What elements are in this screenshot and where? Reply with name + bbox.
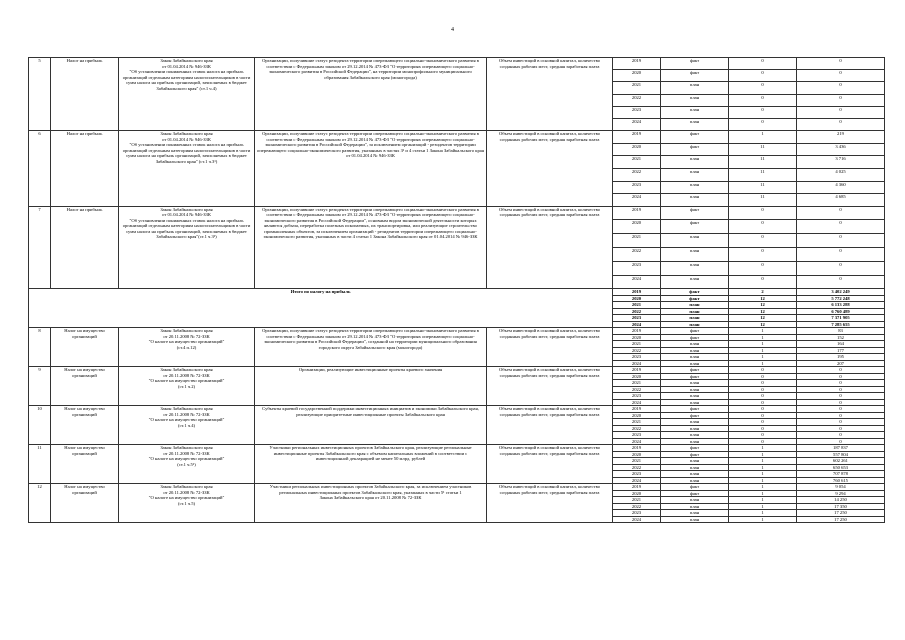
count-cell: 12 bbox=[729, 295, 797, 302]
row-number: 7 bbox=[29, 206, 51, 289]
table-row bbox=[29, 58, 885, 70]
value-cell: 0 bbox=[797, 70, 885, 82]
year-cell: 2023 bbox=[613, 432, 661, 439]
taxpayer-category: Организации, получившие статус резидента территории опережающего социально-экономического развития в соответствии с Федеральным законом от 29.12.2014 № 473-ФЗ "О территориях опережающего социально-экономического развития в Российской Федерации", за исключением организаций - резидентов территории опережающего социально-экономического развития, указанных в частях 3¹ и 4 статьи 1 Закона Забайкальского края от 01.04.2014 № 946-ЗЗК bbox=[255, 131, 487, 207]
type-cell: план bbox=[661, 516, 729, 523]
row-number: 6 bbox=[29, 131, 51, 207]
value-cell: 17 250 bbox=[797, 510, 885, 517]
value-cell: 5 772 248 bbox=[797, 295, 885, 302]
year-cell: 2024 bbox=[613, 399, 661, 406]
indicators: Объем инвестиций в основной капитал, количество созданных рабочих мест, средняя заработная плата bbox=[487, 328, 613, 367]
count-cell: 0 bbox=[729, 373, 797, 380]
type-cell: план bbox=[661, 194, 729, 207]
year-cell: 2020 bbox=[613, 334, 661, 341]
value-cell: 4 685 bbox=[797, 194, 885, 207]
taxpayer-category: Субъекты краевой государственной поддержки инвестиционных инициатив и экономики Забайкальского края, реализующие приоритетные инвестиционные проекты Забайкальского края bbox=[255, 406, 487, 445]
value-cell: 0 bbox=[797, 106, 885, 118]
type-cell: план bbox=[661, 275, 729, 289]
type-cell: факт bbox=[661, 412, 729, 419]
type-cell: план bbox=[661, 354, 729, 361]
value-cell: 0 bbox=[797, 206, 885, 220]
value-cell: 4 360 bbox=[797, 181, 885, 194]
year-cell: 2022 bbox=[613, 503, 661, 510]
value-cell: 0 bbox=[797, 248, 885, 262]
value-cell: 9 294 bbox=[797, 490, 885, 497]
year-cell: 2020 bbox=[613, 451, 661, 458]
year-cell: 2024 bbox=[613, 118, 661, 130]
count-cell: 0 bbox=[729, 106, 797, 118]
year-cell: 2021 bbox=[613, 497, 661, 504]
value-cell: 177 bbox=[797, 347, 885, 354]
tax-type: Налог на имущество организаций bbox=[51, 484, 119, 523]
type-cell: факт bbox=[661, 373, 729, 380]
year-cell: 2023 bbox=[613, 354, 661, 361]
indicators: Объем инвестиций в основной капитал, количество созданных рабочих мест, средняя заработная плата bbox=[487, 406, 613, 445]
year-cell: 2019 bbox=[613, 289, 661, 296]
year-cell: 2022 bbox=[613, 464, 661, 471]
value-cell: 3 436 bbox=[797, 143, 885, 156]
count-cell: 2 bbox=[729, 289, 797, 296]
type-cell: факт bbox=[661, 367, 729, 374]
type-cell: факт bbox=[661, 451, 729, 458]
year-cell: 2022 bbox=[613, 308, 661, 315]
type-cell: факт bbox=[661, 484, 729, 491]
value-cell: 0 bbox=[797, 261, 885, 275]
taxpayer-category: Организации, получившие статус резидента территории опережающего социально-экономического развития в соответствии с Федеральным законом от 29.12.2014 № 473-ФЗ "О территориях опережающего социально-экономического развития в Российской Федерации", на территории монопрофильного муниципального образования Забайкальского края (моногорода) bbox=[255, 58, 487, 131]
taxpayer-category: Участники региональных инвестиционных проектов Забайкальского края, за исключением участников региональных инвестиционных проектов Забайкальского края, указанных в части 5¹ статьи 1 Закона Забайкальского края от 20.11.2008 № 72-ЗЗК bbox=[255, 484, 487, 523]
tax-type: Налог на прибыль bbox=[51, 58, 119, 131]
type-cell: план bbox=[661, 380, 729, 387]
year-cell: 2020 bbox=[613, 70, 661, 82]
year-cell: 2022 bbox=[613, 386, 661, 393]
row-number: 9 bbox=[29, 367, 51, 406]
type-cell: план bbox=[661, 393, 729, 400]
value-cell: 0 bbox=[797, 118, 885, 130]
type-cell: план bbox=[661, 360, 729, 367]
count-cell: 12 bbox=[729, 302, 797, 309]
table-body bbox=[29, 58, 885, 523]
count-cell: 12 bbox=[729, 315, 797, 322]
type-cell: план bbox=[661, 347, 729, 354]
value-cell: 0 bbox=[797, 220, 885, 234]
year-cell: 2020 bbox=[613, 490, 661, 497]
year-cell: 2024 bbox=[613, 321, 661, 328]
row-number: 11 bbox=[29, 445, 51, 484]
count-cell: 1 bbox=[729, 131, 797, 144]
year-cell: 2023 bbox=[613, 106, 661, 118]
value-cell: 650 653 bbox=[797, 464, 885, 471]
count-cell: 1 bbox=[729, 341, 797, 348]
count-cell: 0 bbox=[729, 419, 797, 426]
value-cell: 3 716 bbox=[797, 156, 885, 169]
count-cell: 0 bbox=[729, 399, 797, 406]
value-cell: 0 bbox=[797, 399, 885, 406]
count-cell: 1 bbox=[729, 458, 797, 465]
count-cell: 1 bbox=[729, 354, 797, 361]
value-cell: 557 804 bbox=[797, 451, 885, 458]
indicators: Объем инвестиций в основной капитал, количество созданных рабочих мест, средняя заработная плата bbox=[487, 58, 613, 131]
year-cell: 2024 bbox=[613, 477, 661, 484]
tax-type: Налог на имущество организаций bbox=[51, 406, 119, 445]
row-number: 10 bbox=[29, 406, 51, 445]
year-cell: 2019 bbox=[613, 206, 661, 220]
indicators: Объем инвестиций в основной капитал, количество созданных рабочих мест, средняя заработная плата bbox=[487, 131, 613, 207]
type-cell: факт bbox=[661, 220, 729, 234]
type-cell: план bbox=[661, 510, 729, 517]
count-cell: 1 bbox=[729, 360, 797, 367]
type-cell: план bbox=[661, 458, 729, 465]
count-cell: 0 bbox=[729, 386, 797, 393]
value-cell: 0 bbox=[797, 94, 885, 106]
value-cell: 0 bbox=[797, 425, 885, 432]
page-number: 4 bbox=[451, 27, 454, 33]
count-cell: 1 bbox=[729, 451, 797, 458]
year-cell: 2023 bbox=[613, 393, 661, 400]
law-reference: Закон Забайкальского края от 20.11.2008 № 72-ЗЗК "О налоге на имущество организаций" (ст.1 ч.4) bbox=[119, 406, 255, 445]
value-cell: 17 350 bbox=[797, 503, 885, 510]
count-cell: 1 bbox=[729, 510, 797, 517]
type-cell: план bbox=[661, 477, 729, 484]
tax-benefits-table bbox=[28, 57, 885, 523]
year-cell: 2021 bbox=[613, 380, 661, 387]
type-cell: план bbox=[661, 438, 729, 445]
count-cell: 0 bbox=[729, 82, 797, 94]
year-cell: 2022 bbox=[613, 168, 661, 181]
value-cell: 760 615 bbox=[797, 477, 885, 484]
year-cell: 2023 bbox=[613, 471, 661, 478]
tax-type: Налог на имущество организаций bbox=[51, 445, 119, 484]
type-cell: факт bbox=[661, 295, 729, 302]
count-cell: 1 bbox=[729, 328, 797, 335]
count-cell: 0 bbox=[729, 70, 797, 82]
count-cell: 0 bbox=[729, 425, 797, 432]
count-cell: 0 bbox=[729, 275, 797, 289]
count-cell: 1 bbox=[729, 471, 797, 478]
value-cell: 195 bbox=[797, 354, 885, 361]
type-cell: план bbox=[661, 341, 729, 348]
value-cell: 9 054 bbox=[797, 484, 885, 491]
year-cell: 2019 bbox=[613, 131, 661, 144]
indicators: Объем инвестиций в основной капитал, количество созданных рабочих мест, средняя заработная плата bbox=[487, 367, 613, 406]
count-cell: 0 bbox=[729, 94, 797, 106]
value-cell: 0 bbox=[797, 58, 885, 70]
law-reference: Закон Забайкальского края от 01.04.2014 № 946-ЗЗК "Об установлении пониженных ставок налога на прибыль организаций отдельным категориям налогоплательщиков в части сумм налога на прибыль организаций, зачисляемых в бюджет Забайкальского края"(ст.1 ч.3¹) bbox=[119, 206, 255, 289]
year-cell: 2021 bbox=[613, 82, 661, 94]
value-cell: 0 bbox=[797, 234, 885, 248]
value-cell: 187 837 bbox=[797, 445, 885, 452]
indicators: Объем инвестиций в основной капитал, количество созданных рабочих мест, средняя заработная плата bbox=[487, 445, 613, 484]
year-cell: 2020 bbox=[613, 143, 661, 156]
count-cell: 11 bbox=[729, 168, 797, 181]
year-cell: 2021 bbox=[613, 458, 661, 465]
type-cell: факт bbox=[661, 143, 729, 156]
value-cell: 17 250 bbox=[797, 516, 885, 523]
year-cell: 2024 bbox=[613, 438, 661, 445]
tax-type: Налог на прибыль bbox=[51, 131, 119, 207]
law-reference: Закон Забайкальского края от 01.04.2014 № 946-ЗЗК "Об установлении пониженных ставок налога на прибыль организаций отдельным категориям налогоплательщиков в части сумм налога на прибыль организаций, зачисляемых в бюджет Забайкальского края" (ст.1 ч.4) bbox=[119, 58, 255, 131]
count-cell: 0 bbox=[729, 118, 797, 130]
value-cell: 707 878 bbox=[797, 471, 885, 478]
count-cell: 0 bbox=[729, 261, 797, 275]
type-cell: план bbox=[661, 464, 729, 471]
value-cell: 0 bbox=[797, 438, 885, 445]
count-cell: 1 bbox=[729, 484, 797, 491]
type-cell: план bbox=[661, 308, 729, 315]
count-cell: 0 bbox=[729, 234, 797, 248]
taxpayer-category: Организации, получившие статус резидента территории опережающего социально-экономического развития в соответствии с Федеральным законом от 29.12.2014 № 473-ФЗ "О территориях опережающего социально-экономического развития в Российской Федерации", созданной на территории муниципального образования городского округа Забайкальского края (моногорода) bbox=[255, 328, 487, 367]
year-cell: 2020 bbox=[613, 220, 661, 234]
year-cell: 2022 bbox=[613, 347, 661, 354]
type-cell: план bbox=[661, 386, 729, 393]
value-cell: 6 133 288 bbox=[797, 302, 885, 309]
year-cell: 2021 bbox=[613, 234, 661, 248]
value-cell: 6 760 489 bbox=[797, 308, 885, 315]
type-cell: факт bbox=[661, 58, 729, 70]
count-cell: 1 bbox=[729, 445, 797, 452]
type-cell: план bbox=[661, 94, 729, 106]
type-cell: план bbox=[661, 321, 729, 328]
type-cell: факт bbox=[661, 445, 729, 452]
value-cell: 0 bbox=[797, 412, 885, 419]
value-cell: 219 bbox=[797, 131, 885, 144]
value-cell: 152 bbox=[797, 334, 885, 341]
count-cell: 1 bbox=[729, 347, 797, 354]
count-cell: 11 bbox=[729, 194, 797, 207]
value-cell: 14 250 bbox=[797, 497, 885, 504]
count-cell: 1 bbox=[729, 490, 797, 497]
law-reference: Закон Забайкальского края от 20.11.2008 № 72-ЗЗК "О налоге на имущество организаций" (ст.1 ч.2) bbox=[119, 367, 255, 406]
count-cell: 12 bbox=[729, 308, 797, 315]
count-cell: 0 bbox=[729, 432, 797, 439]
count-cell: 0 bbox=[729, 58, 797, 70]
value-cell: 7 371 905 bbox=[797, 315, 885, 322]
year-cell: 2024 bbox=[613, 360, 661, 367]
count-cell: 1 bbox=[729, 503, 797, 510]
year-cell: 2019 bbox=[613, 328, 661, 335]
year-cell: 2020 bbox=[613, 295, 661, 302]
count-cell: 11 bbox=[729, 156, 797, 169]
value-cell: 0 bbox=[797, 82, 885, 94]
value-cell: 602 261 bbox=[797, 458, 885, 465]
type-cell: план bbox=[661, 399, 729, 406]
type-cell: план bbox=[661, 248, 729, 262]
value-cell: 0 bbox=[797, 380, 885, 387]
year-cell: 2020 bbox=[613, 373, 661, 380]
value-cell: 0 bbox=[797, 275, 885, 289]
count-cell: 1 bbox=[729, 334, 797, 341]
count-cell: 0 bbox=[729, 380, 797, 387]
type-cell: факт bbox=[661, 406, 729, 413]
value-cell: 0 bbox=[797, 386, 885, 393]
total-label: Итого по налогу на прибыль bbox=[29, 289, 613, 328]
year-cell: 2021 bbox=[613, 419, 661, 426]
type-cell: план bbox=[661, 315, 729, 322]
type-cell: факт bbox=[661, 328, 729, 335]
value-cell: 207 bbox=[797, 360, 885, 367]
year-cell: 2019 bbox=[613, 58, 661, 70]
year-cell: 2019 bbox=[613, 445, 661, 452]
year-cell: 2024 bbox=[613, 516, 661, 523]
value-cell: 4 025 bbox=[797, 168, 885, 181]
type-cell: план bbox=[661, 82, 729, 94]
year-cell: 2021 bbox=[613, 156, 661, 169]
year-cell: 2023 bbox=[613, 261, 661, 275]
table-row bbox=[29, 131, 885, 144]
year-cell: 2022 bbox=[613, 94, 661, 106]
taxpayer-category: Участники региональных инвестиционных проектов Забайкальского края, реализующие региональные инвестиционные проекты Забайкальского края с объемом капитальных вложений в соответствии с инвестиционной декларацией не менее 50 млрд. рублей bbox=[255, 445, 487, 484]
value-cell: 7 285 655 bbox=[797, 321, 885, 328]
type-cell: факт bbox=[661, 289, 729, 296]
year-cell: 2024 bbox=[613, 275, 661, 289]
value-cell: 164 bbox=[797, 341, 885, 348]
type-cell: факт bbox=[661, 206, 729, 220]
value-cell: 0 bbox=[797, 373, 885, 380]
year-cell: 2022 bbox=[613, 425, 661, 432]
value-cell: 0 bbox=[797, 393, 885, 400]
type-cell: факт bbox=[661, 490, 729, 497]
year-cell: 2023 bbox=[613, 510, 661, 517]
value-cell: 0 bbox=[797, 432, 885, 439]
year-cell: 2023 bbox=[613, 181, 661, 194]
year-cell: 2022 bbox=[613, 248, 661, 262]
row-number: 5 bbox=[29, 58, 51, 131]
count-cell: 11 bbox=[729, 181, 797, 194]
year-cell: 2023 bbox=[613, 315, 661, 322]
type-cell: план bbox=[661, 425, 729, 432]
law-reference: Закон Забайкальского края от 01.04.2014 № 946-ЗЗК "Об установлении пониженных ставок налога на прибыль организаций отдельным категориям налогоплательщиков в части сумм налога на прибыль организаций, зачисляемых в бюджет Забайкальского края" (ст.1 ч.3¹) bbox=[119, 131, 255, 207]
value-cell: 83 bbox=[797, 328, 885, 335]
count-cell: 11 bbox=[729, 143, 797, 156]
row-number: 12 bbox=[29, 484, 51, 523]
value-cell: 0 bbox=[797, 406, 885, 413]
indicators: Объем инвестиций в основной капитал, количество созданных рабочих мест, средняя заработная плата bbox=[487, 484, 613, 523]
year-cell: 2024 bbox=[613, 194, 661, 207]
count-cell: 1 bbox=[729, 477, 797, 484]
tax-type: Налог на имущество организаций bbox=[51, 367, 119, 406]
value-cell: 3 402 249 bbox=[797, 289, 885, 296]
count-cell: 0 bbox=[729, 406, 797, 413]
count-cell: 0 bbox=[729, 438, 797, 445]
indicators: Объем инвестиций в основной капитал, количество созданных рабочих мест, средняя заработная плата bbox=[487, 206, 613, 289]
type-cell: план bbox=[661, 168, 729, 181]
type-cell: план bbox=[661, 181, 729, 194]
year-cell: 2021 bbox=[613, 341, 661, 348]
year-cell: 2019 bbox=[613, 367, 661, 374]
count-cell: 0 bbox=[729, 393, 797, 400]
type-cell: план bbox=[661, 419, 729, 426]
type-cell: факт bbox=[661, 70, 729, 82]
type-cell: план bbox=[661, 156, 729, 169]
value-cell: 0 bbox=[797, 419, 885, 426]
type-cell: план bbox=[661, 106, 729, 118]
type-cell: план bbox=[661, 471, 729, 478]
count-cell: 0 bbox=[729, 367, 797, 374]
taxpayer-category: Организации, получившие статус резидента территории опережающего социально-экономического развития в соответствии с Федеральным законом от 29.12.2014 № 473-ФЗ "О территориях опережающего социально-экономического развития в Российской Федерации", основным видом экономической деятельности которых являются добыча, переработка полезных ископаемых, их транспортировка, или реализующие строительство промышленных объектов, за исключением организаций - резидентов территории опережающего социально-экономического развития, указанных в части 4 статьи 1 Закона Забайкальского края от 01.04.2014 № 946-ЗЗК bbox=[255, 206, 487, 289]
row-number: 8 bbox=[29, 328, 51, 367]
taxpayer-category: Организации, реализующие инвестиционные проекты краевого значения bbox=[255, 367, 487, 406]
law-reference: Закон Забайкальского края от 20.11.2008 № 72-ЗЗК "О налоге на имущество организаций" (ст.4 п.12) bbox=[119, 328, 255, 367]
table-row bbox=[29, 206, 885, 220]
count-cell: 0 bbox=[729, 248, 797, 262]
type-cell: факт bbox=[661, 334, 729, 341]
count-cell: 0 bbox=[729, 206, 797, 220]
type-cell: план bbox=[661, 302, 729, 309]
count-cell: 0 bbox=[729, 412, 797, 419]
type-cell: план bbox=[661, 261, 729, 275]
year-cell: 2021 bbox=[613, 302, 661, 309]
count-cell: 1 bbox=[729, 497, 797, 504]
type-cell: план bbox=[661, 432, 729, 439]
count-cell: 12 bbox=[729, 321, 797, 328]
value-cell: 0 bbox=[797, 367, 885, 374]
count-cell: 0 bbox=[729, 220, 797, 234]
type-cell: план bbox=[661, 497, 729, 504]
year-cell: 2019 bbox=[613, 406, 661, 413]
tax-type: Налог на прибыль bbox=[51, 206, 119, 289]
year-cell: 2020 bbox=[613, 412, 661, 419]
type-cell: план bbox=[661, 503, 729, 510]
law-reference: Закон Забайкальского края от 20.11.2008 № 72-ЗЗК "О налоге на имущество организаций" (ст.1 ч.5) bbox=[119, 484, 255, 523]
year-cell: 2019 bbox=[613, 484, 661, 491]
count-cell: 1 bbox=[729, 464, 797, 471]
tax-type: Налог на имущество организаций bbox=[51, 328, 119, 367]
type-cell: план bbox=[661, 234, 729, 248]
type-cell: факт bbox=[661, 131, 729, 144]
type-cell: план bbox=[661, 118, 729, 130]
law-reference: Закон Забайкальского края от 20.11.2008 № 72-ЗЗК "О налоге на имущество организаций" (ст.1 ч.5¹) bbox=[119, 445, 255, 484]
count-cell: 1 bbox=[729, 516, 797, 523]
